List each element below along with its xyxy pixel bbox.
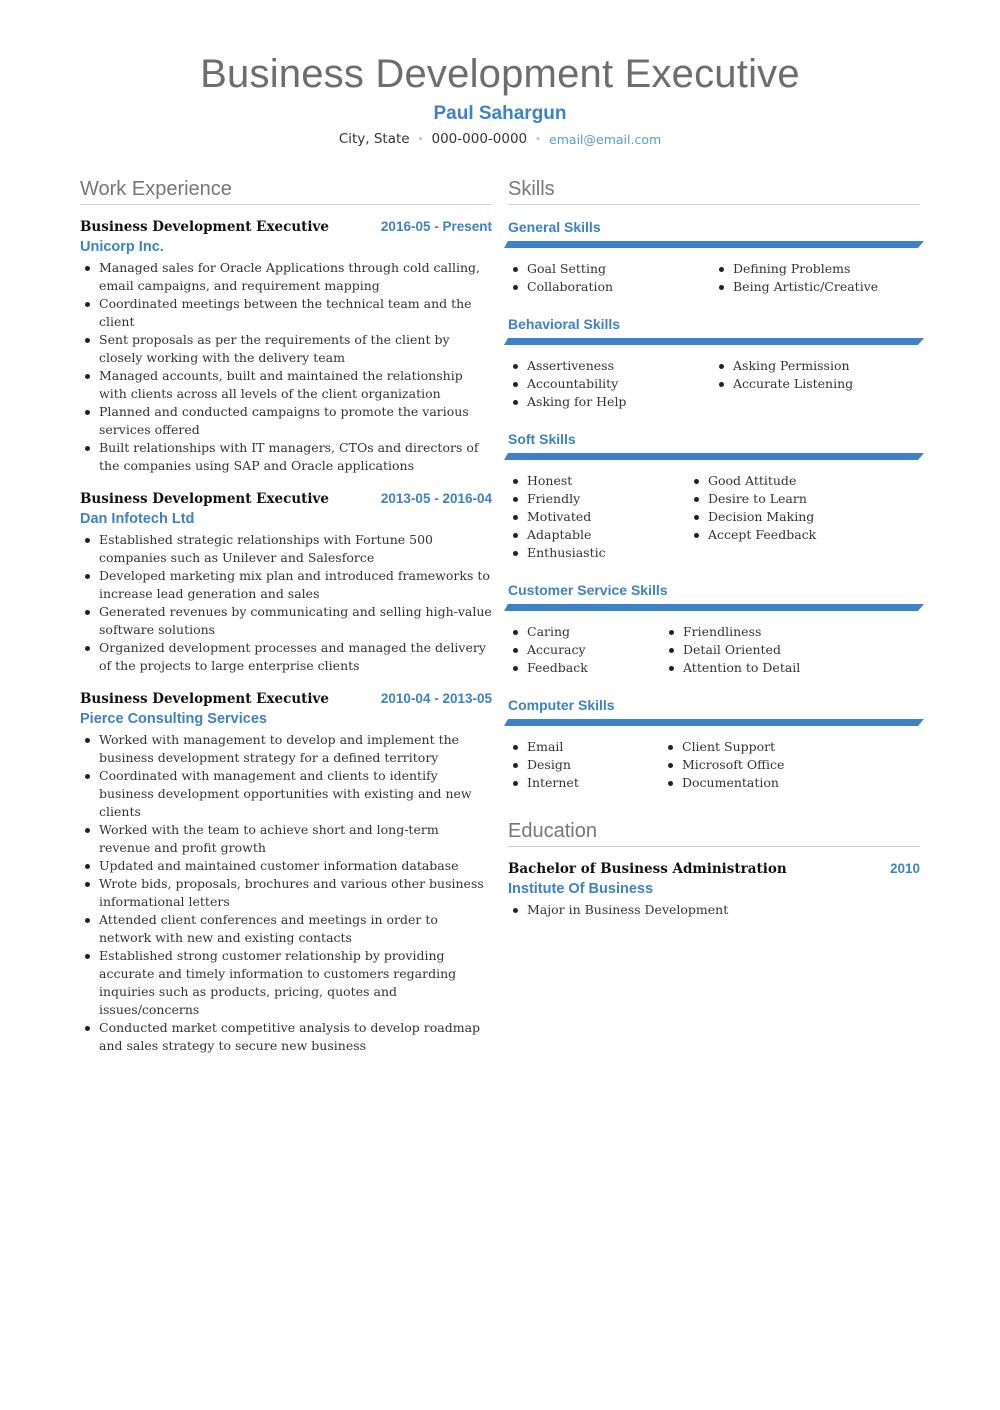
contact-line [0, 131, 1000, 147]
job-entry [80, 219, 492, 475]
candidate-name: Paul Sahargun [433, 103, 567, 124]
list-item: Design [508, 756, 663, 774]
skill-bar [504, 241, 924, 248]
list-item: Client Support [663, 738, 784, 756]
education-entry [508, 861, 920, 919]
list-item: Established strategic relationships with Fortune 500 companies such as Unilever and Salesforce [80, 531, 492, 567]
company-name: Dan Infotech Ltd [80, 511, 195, 527]
list-item: Assertiveness [508, 357, 714, 375]
list-item: Generated revenues by communicating and selling high-value software solutions [80, 603, 492, 639]
list-item: Major in Business Development [508, 901, 920, 919]
skill-group-title: Soft Skills [508, 431, 576, 447]
skill-list [689, 472, 816, 562]
education-heading: Education [508, 820, 920, 847]
list-item: Documentation [663, 774, 784, 792]
skill-group-customer-service [508, 582, 920, 677]
skill-list [663, 738, 784, 792]
list-item: Conducted market competitive analysis to develop roadmap and sales strategy to secure new business [80, 1019, 492, 1055]
list-item: Enthusiastic [508, 544, 689, 562]
skill-list [508, 623, 664, 677]
skill-list [508, 472, 689, 562]
skill-group-behavioral [508, 316, 920, 411]
skill-list [664, 623, 800, 677]
skill-group-title: Customer Service Skills [508, 582, 668, 598]
list-item: Accuracy [508, 641, 664, 659]
list-item: Desire to Learn [689, 490, 816, 508]
list-item: Managed sales for Oracle Applications through cold calling, email campaigns, and requirement mapping [80, 259, 492, 295]
skill-bar [504, 338, 924, 345]
work-experience-heading: Work Experience [80, 178, 492, 205]
list-item: Being Artistic/Creative [714, 278, 878, 296]
list-item: Decision Making [689, 508, 816, 526]
skill-bar [504, 719, 924, 726]
skill-group-title: General Skills [508, 219, 601, 235]
job-title: Business Development Executive [80, 219, 329, 235]
job-entry [80, 691, 492, 1055]
list-item: Friendliness [664, 623, 800, 641]
list-item: Planned and conducted campaigns to promote the various services offered [80, 403, 492, 439]
job-bullets [80, 731, 492, 1055]
list-item: Worked with the team to achieve short and long-term revenue and profit growth [80, 821, 492, 857]
list-item: Developed marketing mix plan and introduced frameworks to increase lead generation and sales [80, 567, 492, 603]
skill-list [714, 260, 878, 296]
list-item: Attention to Detail [664, 659, 800, 677]
separator-dot: • [535, 133, 542, 145]
list-item: Sent proposals as per the requirements of the client by closely working with the delivery team [80, 331, 492, 367]
left-column [80, 178, 492, 1071]
location: City, State [338, 131, 410, 147]
list-item: Motivated [508, 508, 689, 526]
list-item: Established strong customer relationship by providing accurate and timely information to customers regarding inquiries such as products, pricing, quotes and issues/concerns [80, 947, 492, 1019]
email-link[interactable]: email@email.com [549, 131, 662, 147]
skill-bar [504, 604, 924, 611]
list-item: Adaptable [508, 526, 689, 544]
list-item: Microsoft Office [663, 756, 784, 774]
list-item: Accurate Listening [714, 375, 853, 393]
list-item: Organized development processes and managed the delivery of the projects to large enterprise clients [80, 639, 492, 675]
education-year: 2010 [889, 861, 920, 876]
skill-group-title: Computer Skills [508, 697, 615, 713]
job-title: Business Development Executive [80, 691, 329, 707]
list-item: Coordinated with management and clients to identify business development opportunities with existing and new clients [80, 767, 492, 821]
right-column [508, 178, 920, 935]
education-bullets [508, 901, 920, 919]
company-name: Unicorp Inc. [80, 239, 164, 255]
list-item: Attended client conferences and meetings in order to network with new and existing contacts [80, 911, 492, 947]
skill-list [714, 357, 853, 411]
phone: 000-000-0000 [431, 131, 528, 147]
separator-dot: • [417, 133, 424, 145]
skill-group-computer [508, 697, 920, 792]
degree-title: Bachelor of Business Administration [508, 861, 787, 877]
list-item: Accept Feedback [689, 526, 816, 544]
job-bullets [80, 259, 492, 475]
list-item: Good Attitude [689, 472, 816, 490]
skill-list [508, 738, 663, 792]
skill-bar [504, 453, 924, 460]
skills-heading: Skills [508, 178, 920, 205]
job-date: 2016-05 - Present [380, 219, 492, 234]
job-date: 2010-04 - 2013-05 [380, 691, 492, 706]
job-title: Business Development Executive [80, 491, 329, 507]
list-item: Collaboration [508, 278, 714, 296]
list-item: Coordinated meetings between the technical team and the client [80, 295, 492, 331]
list-item: Asking for Help [508, 393, 714, 411]
list-item: Internet [508, 774, 663, 792]
job-entry [80, 491, 492, 675]
list-item: Updated and maintained customer information database [80, 857, 492, 875]
list-item: Friendly [508, 490, 689, 508]
list-item: Detail Oriented [664, 641, 800, 659]
list-item: Accountability [508, 375, 714, 393]
list-item: Honest [508, 472, 689, 490]
job-bullets [80, 531, 492, 675]
skill-group-soft [508, 431, 920, 562]
list-item: Worked with management to develop and implement the business development strategy for a defined territory [80, 731, 492, 767]
resume-title: Business Development Executive [200, 52, 800, 96]
list-item: Managed accounts, built and maintained the relationship with clients across all levels of the client organization [80, 367, 492, 403]
list-item: Feedback [508, 659, 664, 677]
school-name: Institute Of Business [508, 881, 654, 897]
list-item: Wrote bids, proposals, brochures and various other business informational letters [80, 875, 492, 911]
company-name: Pierce Consulting Services [80, 711, 267, 727]
skill-list [508, 357, 714, 411]
skill-group-general [508, 219, 920, 296]
list-item: Goal Setting [508, 260, 714, 278]
skill-list [508, 260, 714, 296]
list-item: Defining Problems [714, 260, 878, 278]
skill-group-title: Behavioral Skills [508, 316, 621, 332]
list-item: Email [508, 738, 663, 756]
job-date: 2013-05 - 2016-04 [380, 491, 492, 506]
list-item: Asking Permission [714, 357, 853, 375]
list-item: Built relationships with IT managers, CTOs and directors of the companies using SAP and Oracle applications [80, 439, 492, 475]
resume-header [0, 52, 1000, 147]
list-item: Caring [508, 623, 664, 641]
